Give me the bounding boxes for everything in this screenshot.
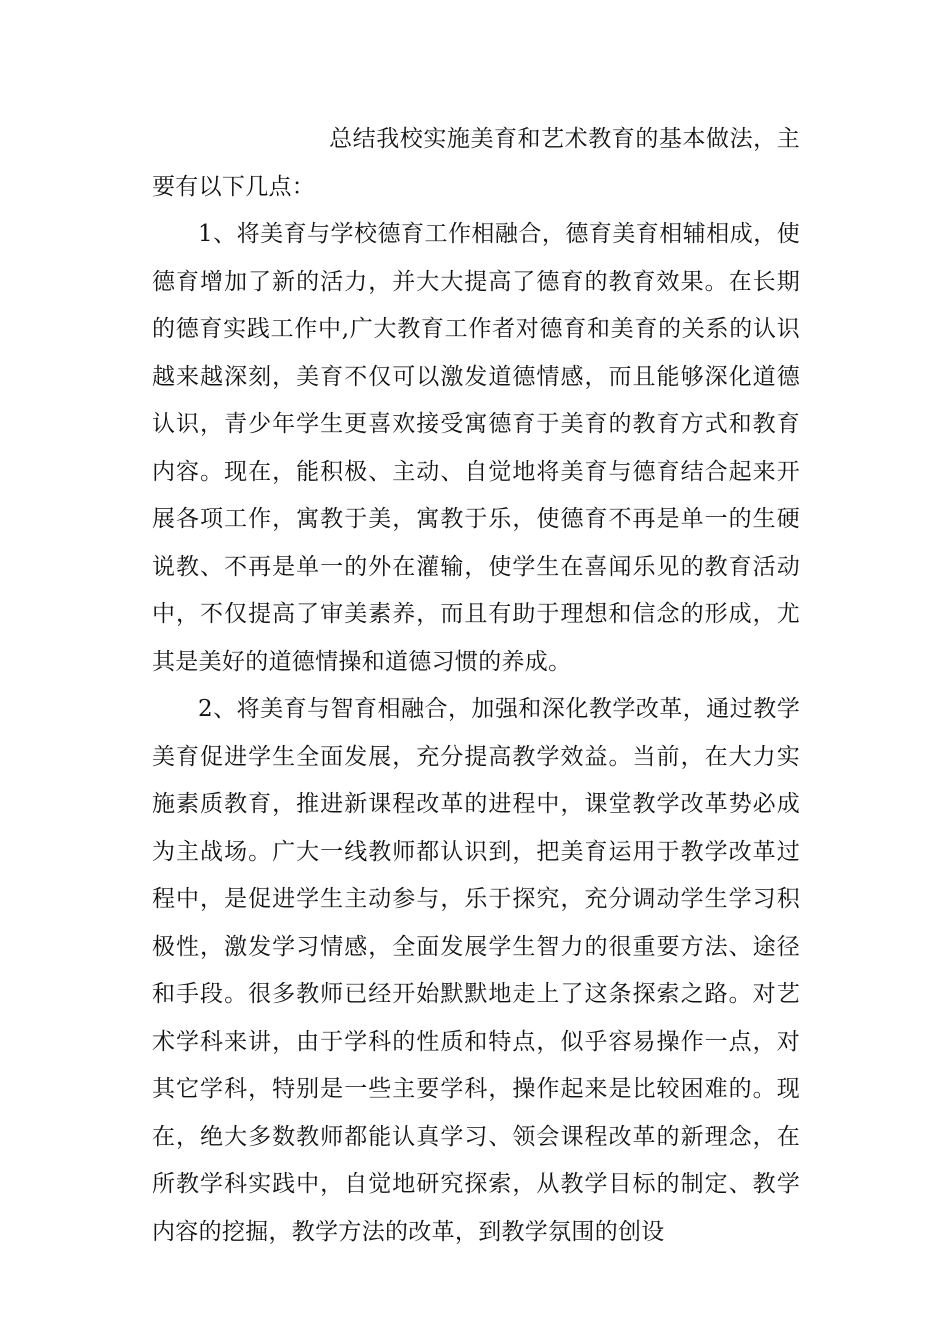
intro-paragraph: 总结我校实施美育和艺术教育的基本做法，主要有以下几点： (152, 126, 800, 200)
point-2-paragraph: 2、将美育与智育相融合，加强和深化教学改革，通过教学美育促进学生全面发展，充分提高教学效益。当前，在大力实施素质教育，推进新课程改革的进程中，课堂教学改革势必成为主战场。广大一线教师都认识到，把美育运用于教学改革过程中，是促进学生主动参与，乐于探究，充分调动学生学习积极性，激发学习情感，全面发展学生智力的很重要方法、途径和手段。很多教师已经开始默默地走上了这条探索之路。对艺术学科来讲，由于学科的性质和特点，似乎容易操作一点，对其它学科，特别是一些主要学科，操作起来是比较困难的。现在，绝大多数教师都能认真学习、领会课程改革的新理念，在所教学科实践中，自觉地研究探索，从教学目标的制定、教学内容的挖掘，教学方法的改革，到教学氛围的创设 (152, 696, 800, 1245)
point-1-paragraph: 1、将美育与学校德育工作相融合，德育美育相辅相成，使德育增加了新的活力，并大大提高了德育的教育效果。在长期的德育实践工作中,广大教育工作者对德育和美育的关系的认识越来越深刻，美育不仅可以激发道德情感，而且能够深化道德认识，青少年学生更喜欢接受寓德育于美育的教育方式和教育内容。现在，能积极、主动、自觉地将美育与德育结合起来开展各项工作，寓教于美，寓教于乐，使德育不再是单一的生硬说教、不再是单一的外在灌输，使学生在喜闻乐见的教育活动中，不仅提高了审美素养，而且有助于理想和信念的形成，尤其是美好的道德情操和道德习惯的养成。 (152, 221, 800, 675)
document-body (152, 116, 800, 1256)
